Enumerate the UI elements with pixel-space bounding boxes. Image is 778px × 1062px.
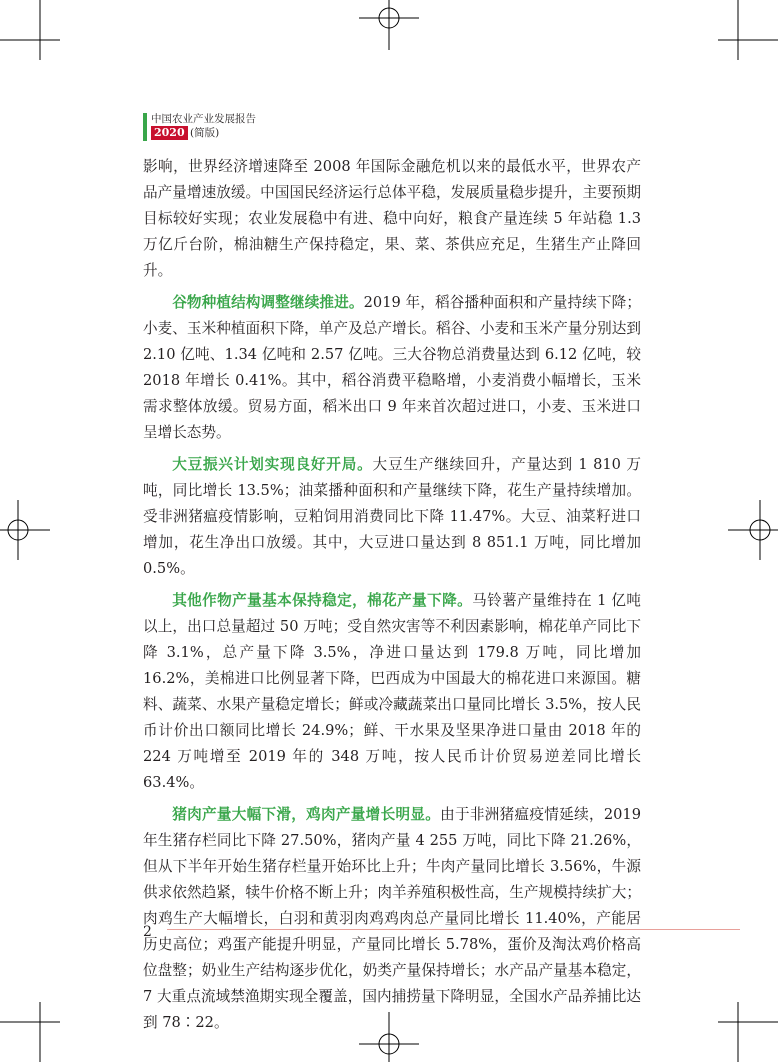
crop-mark-top-left <box>0 0 60 60</box>
registration-mark-top <box>359 0 419 50</box>
paragraph-text: 由于非洲猪瘟疫情延续，2019 年生猪存栏同比下降 27.50%，猪肉产量 4 255 万吨，同比下降 21.26%，但从下半年开始生猪存栏量开始环比上升；牛肉产量同比增长 3.56%，牛源供求依然趋紧，犊牛价格不断上升；肉羊养殖积极性高，生产规模持续扩大；肉鸡生产大幅增长，白羽和黄羽肉鸡鸡肉总产量同比增长 11.40%，产能居历史高位；鸡蛋产能提升明显，产量同比增长 5.78%，蛋价及淘汰鸡价格高位盘整；奶业生产结构逐步优化，奶类产量保持增长；水产品产量基本稳定，7 大重点流域禁渔期实现全覆盖，国内捕捞量下降明显，全国水产品养捕比达到 78∶22。 <box>143 806 641 1031</box>
paragraph-lead: 猪肉产量大幅下滑，鸡肉产量增长明显。 <box>172 806 441 823</box>
header-edition: (简版) <box>190 127 220 139</box>
page-number: 2 <box>143 924 152 940</box>
paragraph <box>143 452 641 582</box>
paragraph-lead: 其他作物产量基本保持稳定，棉花产量下降。 <box>172 592 473 609</box>
body-text <box>143 154 641 1042</box>
registration-mark-right <box>728 500 778 560</box>
paragraph <box>143 154 641 284</box>
header-year-badge: 2020 <box>151 126 188 140</box>
header-title: 中国农业产业发展报告 <box>151 113 256 125</box>
paragraph-text: 大豆生产继续回升，产量达到 1 810 万吨，同比增长 13.5%；油菜播种面积和产量继续下降，花生产量持续增加。受非洲猪瘟疫情影响，豆粕饲用消费同比下降 11.47%。大豆、油菜籽进口增加，花生净出口放缓。其中，大豆进口量达到 8 851.1 万吨，同比增加 0.5%。 <box>143 456 641 577</box>
footer-rule <box>167 929 740 930</box>
crop-mark-top-right <box>718 0 778 60</box>
paragraph <box>143 802 641 1036</box>
registration-mark-left <box>0 500 50 560</box>
paragraph-lead: 大豆振兴计划实现良好开局。 <box>172 456 373 473</box>
header-accent-bar <box>143 113 147 141</box>
crop-mark-bottom-left <box>0 1002 60 1062</box>
paragraph <box>143 290 641 446</box>
paragraph-text: 影响，世界经济增速降至 2008 年国际金融危机以来的最低水平，世界农产品产量增速放缓。中国国民经济运行总体平稳，发展质量稳步提升，主要预期目标较好实现；农业发展稳中有进、稳中向好，粮食产量连续 5 年站稳 1.3 万亿斤台阶，棉油糖生产保持稳定，果、菜、茶供应充足，生猪生产止降回升。 <box>143 158 641 279</box>
paragraph-text: 2019 年，稻谷播种面积和产量持续下降；小麦、玉米种植面积下降，单产及总产增长。稻谷、小麦和玉米产量分别达到 2.10 亿吨、1.34 亿吨和 2.57 亿吨。三大谷物总消费量达到 6.12 亿吨，较 2018 年增长 0.41%。其中，稻谷消费平稳略增，小麦消费小幅增长，玉米需求整体放缓。贸易方面，稻米出口 9 年来首次超过进口，小麦、玉米进口呈增长态势。 <box>143 294 642 441</box>
paragraph-text: 马铃薯产量维持在 1 亿吨以上，出口总量超过 50 万吨；受自然灾害等不利因素影响，棉花单产同比下降 3.1%，总产量下降 3.5%，净进口量达到 179.8 万吨，同比增加 16.2%，美棉进口比例显著下降，巴西成为中国最大的棉花进口来源国。糖料、蔬菜、水果产量稳定增长；鲜或冷藏蔬菜出口量同比增长 3.5%，按人民币计价出口额同比增长 24.9%；鲜、干水果及坚果净进口量由 2018 年的 224 万吨增至 2019 年的 348 万吨，按人民币计价贸易逆差同比增长 63.4%。 <box>143 592 641 791</box>
paragraph <box>143 588 641 796</box>
paragraph-lead: 谷物种植结构调整继续推进。 <box>172 294 364 311</box>
crop-mark-bottom-right <box>718 1002 778 1062</box>
